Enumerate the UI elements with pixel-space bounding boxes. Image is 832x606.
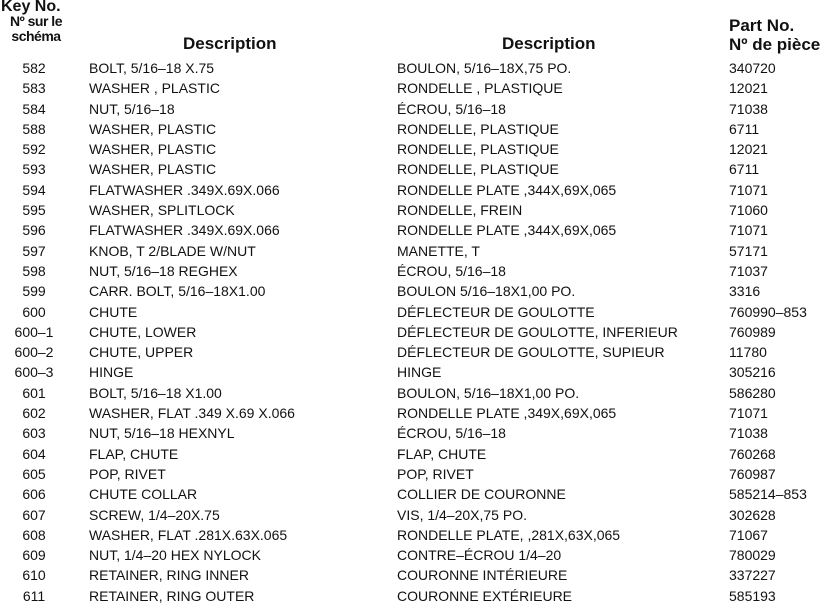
part-number-cell: 302628 [729,506,776,523]
key-number-cell: 606 [22,486,46,503]
table-row [0,525,832,545]
description-french-cell: BOULON, 5/16–18X1,00 PO. [397,384,580,401]
description-french-cell: HINGE [397,364,442,381]
description-english-cell: CARR. BOLT, 5/16–18X1.00 [89,283,266,300]
part-number-cell: 6711 [729,120,760,137]
part-number-cell: 71038 [729,425,768,442]
key-number-cell: 600 [22,303,46,320]
key-number-cell: 602 [22,405,46,422]
description-english-cell: WASHER, PLASTIC [89,161,217,178]
description-french-cell: BOULON 5/16–18X1,00 PO. [397,283,576,300]
description-french-cell: DÉFLECTEUR DE GOULOTTE, SUPIEUR [397,344,665,361]
description-french-cell: MANETTE, T [397,242,480,259]
table-row [0,505,832,525]
table-row [0,444,832,464]
description-french-cell: RONDELLE PLATE ,344X,69X,065 [397,222,617,239]
part-number-cell: 71038 [729,100,768,117]
description-french-cell: COURONNE INTÉRIEURE [397,567,568,584]
description-french-cell: ÉCROU, 5/16–18 [397,262,506,279]
key-number-cell: 588 [22,120,46,137]
key-number-cell: 597 [22,242,46,259]
description-french-cell: RONDELLE, PLASTIQUE [397,120,559,137]
table-row [0,464,832,484]
description-french-cell: RONDELLE, FREIN [397,202,523,219]
description-english-cell: WASHER, FLAT .349 X.69 X.066 [89,405,295,422]
description-english-cell: FLAP, CHUTE [89,445,179,462]
key-number-cell: 600–3 [14,364,54,381]
description-french-cell: RONDELLE PLATE, ,281X,63X,065 [397,526,621,543]
description-english-cell: NUT, 1/4–20 HEX NYLOCK [89,547,261,564]
description-french-cell: ÉCROU, 5/16–18 [397,425,506,442]
description-french-cell: POP, RIVET [397,465,474,482]
table-row [0,261,832,281]
key-number-cell: 600–1 [14,323,54,340]
part-number-header-line2: Nº de pièce [729,35,821,54]
table-row [0,484,832,504]
key-number-cell: 592 [22,141,46,158]
key-number-cell: 608 [22,526,46,543]
key-number-header [0,0,72,44]
parts-table-body [0,58,832,606]
description-english-cell: WASHER , PLASTIC [89,80,220,97]
description-english-cell: CHUTE, LOWER [89,323,197,340]
table-row [0,342,832,362]
part-number-cell: 585214–853 [729,486,807,503]
key-number-cell: 607 [22,506,46,523]
description-english-cell: BOLT, 5/16–18 X.75 [89,60,215,76]
part-number-cell: 71071 [729,222,768,239]
part-number-cell: 305216 [729,364,776,381]
key-number-cell: 611 [22,587,46,604]
key-number-cell: 605 [22,465,46,482]
part-number-cell: 57171 [729,242,768,259]
description-english-cell: CHUTE, UPPER [89,344,194,361]
table-row [0,565,832,585]
description-french-cell: FLAP, CHUTE [397,445,487,462]
description-english-cell: BOLT, 5/16–18 X1.00 [89,384,222,401]
description-english-cell: FLATWASHER .349X.69X.066 [89,222,280,239]
table-row [0,119,832,139]
description-french-cell: DÉFLECTEUR DE GOULOTTE [397,303,595,320]
description-french-cell: DÉFLECTEUR DE GOULOTTE, INFERIEUR [397,323,678,340]
description-french-cell: RONDELLE PLATE ,344X,69X,065 [397,181,617,198]
key-number-cell: 604 [22,445,46,462]
description-english-cell: WASHER, PLASTIC [89,141,217,158]
part-number-cell: 760268 [729,445,776,462]
description-french-cell: ÉCROU, 5/16–18 [397,100,506,117]
table-row [0,362,832,382]
table-row [0,302,832,322]
description-english-cell: NUT, 5/16–18 REGHEX [89,262,238,279]
table-row [0,241,832,261]
key-number-cell: 600–2 [14,344,54,361]
description-french-header: Description [502,34,596,53]
table-row [0,322,832,342]
description-english-cell: WASHER, SPLITLOCK [89,202,235,219]
description-english-cell: WASHER, PLASTIC [89,120,217,137]
table-row [0,403,832,423]
part-number-cell: 760989 [729,323,776,340]
description-english-cell: WASHER, FLAT .281X.63X.065 [89,526,288,543]
part-number-cell: 71071 [729,405,768,422]
table-row [0,281,832,301]
description-french-cell: COLLIER DE COURONNE [397,486,566,503]
part-number-cell: 71071 [729,181,768,198]
part-number-cell: 12021 [729,80,768,97]
table-row [0,383,832,403]
key-number-header-line3: schéma [11,28,61,44]
description-french-cell: RONDELLE, PLASTIQUE [397,161,559,178]
key-number-cell: 599 [22,283,46,300]
description-french-cell: BOULON, 5/16–18X,75 PO. [397,60,572,76]
part-number-cell: 71060 [729,202,768,219]
description-english-cell: SCREW, 1/4–20X.75 [89,506,220,523]
part-number-cell: 3316 [729,283,761,300]
description-french-cell: RONDELLE PLATE ,349X,69X,065 [397,405,617,422]
table-row [0,58,832,78]
description-french-cell: VIS, 1/4–20X,75 PO. [397,506,527,523]
key-number-header-line1: Key No. [1,0,61,15]
part-number-cell: 760990–853 [729,303,807,320]
description-english-cell: CHUTE [89,303,138,320]
description-english-cell: HINGE [89,364,134,381]
part-number-cell: 585193 [729,587,776,604]
description-french-cell: RONDELLE, PLASTIQUE [397,141,559,158]
key-number-cell: 610 [22,567,46,584]
description-french-cell: RONDELLE , PLASTIQUE [397,80,563,97]
table-row [0,139,832,159]
table-row [0,423,832,443]
table-row [0,78,832,98]
key-number-cell: 596 [22,222,46,239]
table-row [0,545,832,565]
key-number-cell: 601 [22,384,46,401]
part-number-cell: 71037 [729,262,768,279]
part-number-cell: 586280 [729,384,776,401]
part-number-cell: 340720 [729,60,776,76]
part-number-cell: 71067 [729,526,768,543]
description-english-cell: NUT, 5/16–18 HEXNYL [89,425,235,442]
key-number-cell: 595 [22,202,46,219]
part-number-cell: 6711 [729,161,760,178]
part-number-header-line1: Part No. [729,16,795,35]
part-number-cell: 337227 [729,567,776,584]
description-english-cell: KNOB, T 2/BLADE W/NUT [89,242,256,259]
key-number-cell: 594 [22,181,46,198]
table-row [0,99,832,119]
description-english-header: Description [183,34,277,53]
description-english-cell: NUT, 5/16–18 [89,100,175,117]
table-row [0,220,832,240]
description-french-cell: CONTRE–ÉCROU 1/4–20 [397,547,562,564]
part-number-cell: 780029 [729,547,776,564]
description-english-cell: POP, RIVET [89,465,166,482]
description-english-cell: RETAINER, RING INNER [89,567,249,584]
key-number-cell: 593 [22,161,46,178]
table-row [0,200,832,220]
key-number-cell: 582 [22,60,46,76]
key-number-cell: 609 [22,547,46,564]
part-number-cell: 12021 [729,141,768,158]
table-row [0,180,832,200]
description-english-cell: CHUTE COLLAR [89,486,198,503]
table-row [0,586,832,606]
key-number-header-line2: Nº sur le [10,13,62,29]
key-number-cell: 598 [22,262,46,279]
part-number-header [729,16,820,54]
part-number-cell: 11780 [729,344,767,361]
key-number-cell: 584 [22,100,46,117]
description-french-cell: COURONNE EXTÉRIEURE [397,587,573,604]
key-number-cell: 583 [22,80,46,97]
description-english-cell: FLATWASHER .349X.69X.066 [89,181,280,198]
key-number-cell: 603 [22,425,46,442]
part-number-cell: 760987 [729,465,776,482]
description-english-cell: RETAINER, RING OUTER [89,587,255,604]
table-row [0,159,832,179]
